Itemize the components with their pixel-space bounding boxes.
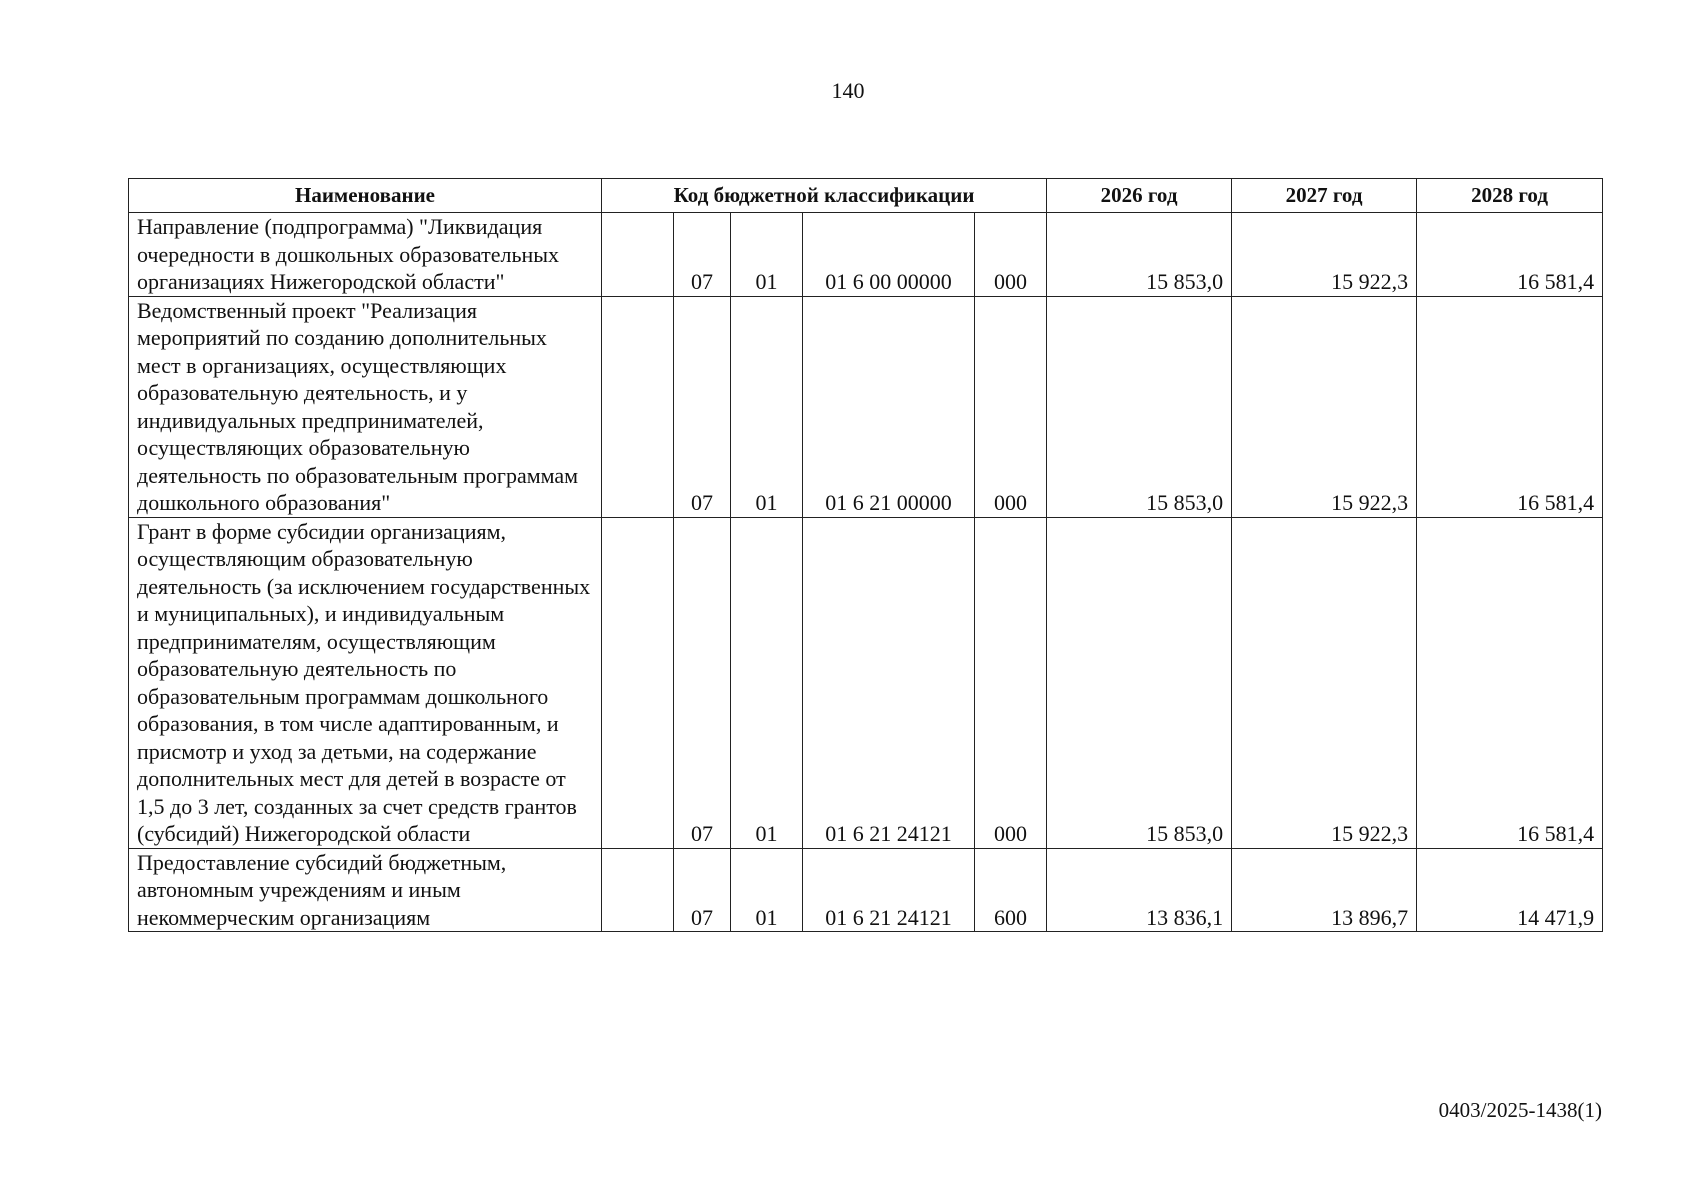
row-value-2027: 15 922,3 [1232, 296, 1417, 517]
row-name: Грант в форме субсидии организациям, осуществляющим образовательную деятельность (за исключением государственных и муниципальных), и индивидуальным предпринимателям, осуществляющим образовательную деятельность по образовательным программам дошкольного образования, в том числе адаптированным, и присмотр и уход за детьми, на содержание дополнительных мест для детей в возрасте от 1,5 до 3 лет, созданных за счет средств грантов (субсидий) Нижегородской области [129, 517, 602, 848]
table-row [129, 213, 1603, 297]
row-value-2026: 15 853,0 [1047, 296, 1232, 517]
row-value-2028: 14 471,9 [1417, 848, 1603, 932]
table-header-row [129, 179, 1603, 213]
row-target-article: 01 6 21 24121 [803, 517, 975, 848]
row-expense-type: 000 [975, 517, 1047, 848]
row-expense-type: 000 [975, 296, 1047, 517]
row-value-2026: 13 836,1 [1047, 848, 1232, 932]
row-value-2028: 16 581,4 [1417, 517, 1603, 848]
header-2028: 2028 год [1417, 179, 1603, 213]
row-section: 07 [674, 213, 731, 297]
header-2027: 2027 год [1232, 179, 1417, 213]
row-target-article: 01 6 00 00000 [803, 213, 975, 297]
table-row [129, 517, 1603, 848]
row-subsection: 01 [731, 517, 803, 848]
row-expense-type: 000 [975, 213, 1047, 297]
row-expense-type: 600 [975, 848, 1047, 932]
row-value-2026: 15 853,0 [1047, 213, 1232, 297]
row-code-col1 [602, 517, 674, 848]
header-2026: 2026 год [1047, 179, 1232, 213]
row-name: Ведомственный проект "Реализация мероприятий по созданию дополнительных мест в организациях, осуществляющих образовательную деятельность, и у индивидуальных предпринимателей, осуществляющих образовательную деятельность по образовательным программам дошкольного образования" [129, 296, 602, 517]
row-value-2027: 15 922,3 [1232, 213, 1417, 297]
row-name: Предоставление субсидий бюджетным, автономным учреждениям и иным некоммерческим организациям [129, 848, 602, 932]
row-code-col1 [602, 848, 674, 932]
row-target-article: 01 6 21 00000 [803, 296, 975, 517]
row-subsection: 01 [731, 296, 803, 517]
row-value-2027: 15 922,3 [1232, 517, 1417, 848]
row-code-col1 [602, 213, 674, 297]
row-code-col1 [602, 296, 674, 517]
header-budget-code: Код бюджетной классификации [602, 179, 1047, 213]
row-value-2026: 15 853,0 [1047, 517, 1232, 848]
row-subsection: 01 [731, 848, 803, 932]
row-section: 07 [674, 848, 731, 932]
row-name: Направление (подпрограмма) "Ликвидация очередности в дошкольных образовательных организациях Нижегородской области" [129, 213, 602, 297]
row-section: 07 [674, 296, 731, 517]
row-section: 07 [674, 517, 731, 848]
table-row [129, 848, 1603, 932]
row-value-2028: 16 581,4 [1417, 213, 1603, 297]
header-name: Наименование [129, 179, 602, 213]
budget-table [128, 178, 1603, 932]
table-row [129, 296, 1603, 517]
page-number: 140 [831, 78, 865, 103]
document-code: 0403/2025-1438(1) [1438, 1098, 1602, 1122]
row-target-article: 01 6 21 24121 [803, 848, 975, 932]
row-value-2028: 16 581,4 [1417, 296, 1603, 517]
row-value-2027: 13 896,7 [1232, 848, 1417, 932]
row-subsection: 01 [731, 213, 803, 297]
